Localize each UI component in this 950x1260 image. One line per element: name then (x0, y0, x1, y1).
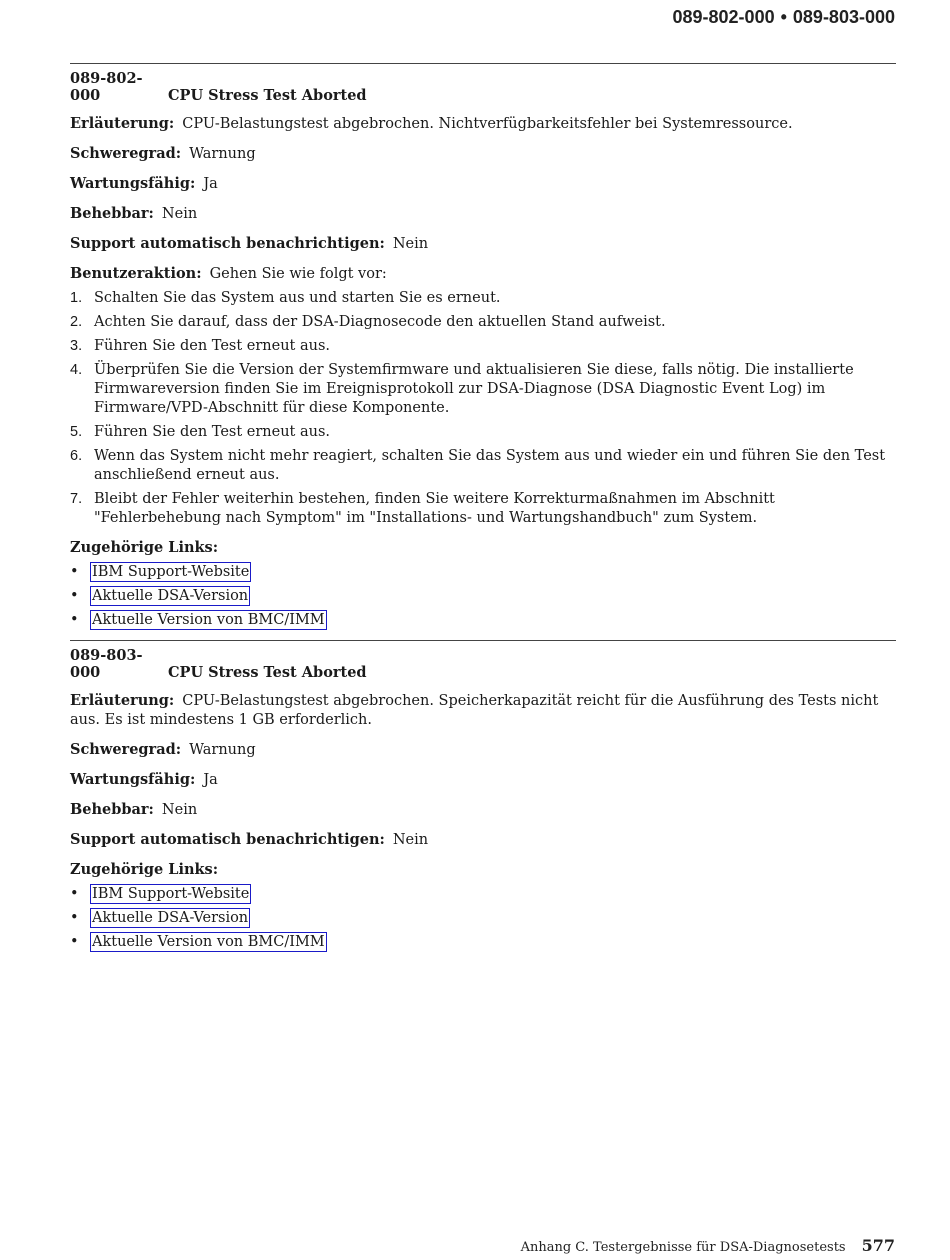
step-number: 4. (70, 362, 83, 378)
page-footer (521, 1236, 895, 1255)
list-item (70, 610, 896, 630)
recoverable-value: Nein (161, 802, 198, 818)
step-text: Achten Sie darauf, dass der DSA-Diagnosecode den aktuellen Stand aufweist. (94, 314, 666, 330)
entry-divider (70, 640, 896, 641)
bullet-icon: • (70, 588, 79, 604)
serviceable (70, 770, 896, 790)
list-item (70, 586, 896, 606)
entry-title (70, 70, 896, 104)
list-item (70, 908, 896, 928)
action-steps (70, 289, 896, 528)
footer-chapter: Anhang C. Testergebnisse für DSA-Diagnosetests (520, 1240, 846, 1255)
header-code-right: 089-803-000 (792, 7, 895, 27)
bmc-imm-version-link[interactable]: Aktuelle Version von BMC/IMM (92, 612, 325, 628)
bullet-icon: • (70, 612, 79, 628)
explanation (70, 691, 896, 730)
step-number: 7. (70, 491, 83, 507)
bullet-icon: • (70, 934, 79, 950)
explanation-text: CPU-Belastungstest abgebrochen. Speicherkapazität reicht für die Ausführung des Tests nicht aus. Es ist mindestens 1 GB erforderlich. (70, 693, 879, 728)
list-item (70, 562, 896, 582)
step-number: 6. (70, 448, 83, 464)
entry-title-text: CPU Stress Test Aborted (168, 87, 367, 104)
severity-label: Schweregrad: (70, 741, 182, 758)
entry-title-text: CPU Stress Test Aborted (168, 664, 367, 681)
step-number: 1. (70, 290, 83, 306)
related-links-label: Zugehörige Links: (70, 861, 219, 878)
notify-support (70, 234, 896, 254)
recoverable-label: Behebbar: (70, 801, 154, 818)
explanation (70, 114, 896, 134)
explanation-label: Erläuterung: (70, 115, 175, 132)
step-number: 5. (70, 424, 83, 440)
related-links (70, 562, 896, 630)
recoverable-value: Nein (161, 206, 198, 222)
explanation-text: CPU-Belastungstest abgebrochen. Nichtverfügbarkeitsfehler bei Systemressource. (182, 116, 793, 132)
notify-support-value: Nein (392, 236, 429, 252)
list-item (70, 932, 896, 952)
step-text: Wenn das System nicht mehr reagiert, schalten Sie das System aus und wieder ein und führen Sie den Test anschließend erneut aus. (94, 448, 886, 483)
bmc-imm-version-link[interactable]: Aktuelle Version von BMC/IMM (92, 934, 325, 950)
bullet-icon: • (70, 886, 79, 902)
notify-support-value: Nein (392, 832, 429, 848)
recoverable (70, 800, 896, 820)
user-action (70, 264, 896, 284)
step-text: Führen Sie den Test erneut aus. (94, 424, 331, 440)
entry-divider (70, 63, 896, 64)
notify-support (70, 830, 896, 850)
ibm-support-link[interactable]: IBM Support-Website (92, 886, 250, 902)
user-action-label: Benutzeraktion: (70, 265, 202, 282)
list-item (70, 884, 896, 904)
related-links (70, 884, 896, 952)
notify-support-label: Support automatisch benachrichtigen: (70, 831, 385, 848)
bullet-icon: • (70, 910, 79, 926)
entry-title (70, 647, 896, 681)
list-item (70, 337, 896, 356)
serviceable-label: Wartungsfähig: (70, 175, 196, 192)
serviceable-value: Ja (203, 772, 218, 788)
step-text: Überprüfen Sie die Version der Systemfirmware und aktualisieren Sie diese, falls nötig. Die installierte Firmwareversion finden Sie im Ereignisprotokoll zur DSA-Diagnose (DSA Diagnostic Event Log) im Firmware/VPD-Abschnitt für diese Komponente. (94, 362, 854, 416)
serviceable-label: Wartungsfähig: (70, 771, 196, 788)
serviceable (70, 174, 896, 194)
recoverable-label: Behebbar: (70, 205, 154, 222)
entry-code: 089-802-000 (70, 70, 143, 104)
list-item (70, 423, 896, 442)
step-text: Schalten Sie das System aus und starten Sie es erneut. (94, 290, 501, 306)
severity-label: Schweregrad: (70, 145, 182, 162)
list-item (70, 313, 896, 332)
severity (70, 740, 896, 760)
notify-support-label: Support automatisch benachrichtigen: (70, 235, 385, 252)
header-separator: • (780, 7, 787, 27)
step-text: Führen Sie den Test erneut aus. (94, 338, 331, 354)
related-links-label: Zugehörige Links: (70, 539, 219, 556)
explanation-label: Erläuterung: (70, 692, 175, 709)
related-links-heading (70, 538, 896, 558)
severity-value: Warnung (189, 742, 256, 758)
related-links-heading (70, 860, 896, 880)
step-number: 3. (70, 338, 83, 354)
header-code-left: 089-802-000 (672, 7, 775, 27)
serviceable-value: Ja (203, 176, 218, 192)
severity-value: Warnung (189, 146, 256, 162)
recoverable (70, 204, 896, 224)
page-number: 577 (861, 1236, 895, 1255)
dsa-version-link[interactable]: Aktuelle DSA-Version (92, 910, 249, 926)
step-number: 2. (70, 314, 83, 330)
list-item (70, 490, 896, 528)
list-item (70, 289, 896, 308)
list-item (70, 361, 896, 418)
entry-code: 089-803-000 (70, 647, 143, 681)
severity (70, 144, 896, 164)
user-action-text: Gehen Sie wie folgt vor: (209, 266, 387, 282)
bullet-icon: • (70, 564, 79, 580)
list-item (70, 447, 896, 485)
dsa-version-link[interactable]: Aktuelle DSA-Version (92, 588, 249, 604)
ibm-support-link[interactable]: IBM Support-Website (92, 564, 250, 580)
step-text: Bleibt der Fehler weiterhin bestehen, finden Sie weitere Korrekturmaßnahmen im Abschnitt "Fehlerbehebung nach Symptom" im "Installations- und Wartungshandbuch" zum System. (94, 491, 775, 526)
page-content (70, 0, 896, 952)
